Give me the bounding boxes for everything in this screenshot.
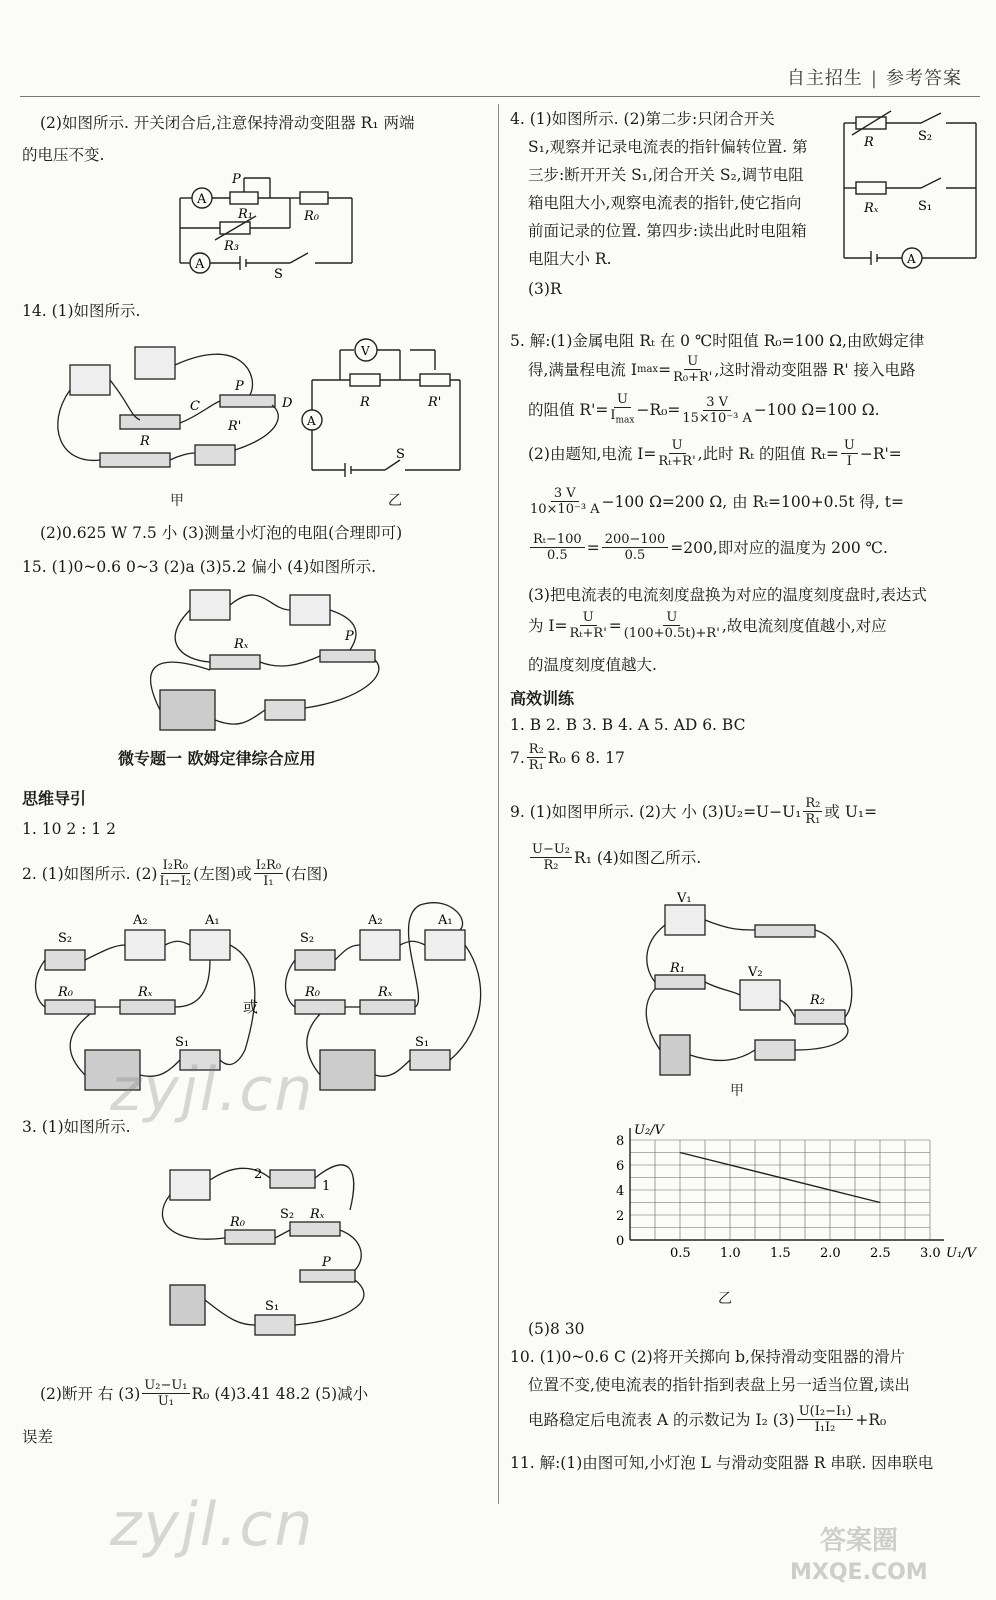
q2-or-label: 或 bbox=[243, 998, 259, 1016]
q14-p-label: P bbox=[235, 379, 244, 394]
r10-line2: 位置不变,使电流表的指针指到表盘上另一适当位置,读出 bbox=[528, 1376, 910, 1394]
r9-caption-jia: 甲 bbox=[730, 1083, 744, 1099]
q2-line bbox=[22, 858, 328, 889]
r9-apparatus-picture bbox=[630, 890, 870, 1080]
q3-fraction bbox=[142, 1378, 189, 1409]
r9-b: R₁ (4)如图乙所示. bbox=[574, 848, 702, 867]
r9-line2 bbox=[528, 842, 701, 873]
q14-circuit-diagram bbox=[300, 330, 470, 480]
q4-line3: 三步:断开开关 S₁,闭合开关 S₂,调节电阻 bbox=[528, 166, 804, 184]
q4-ammeter-label: A bbox=[907, 252, 916, 266]
q2-f1-num: I₂R₀ bbox=[162, 858, 188, 873]
q2-f1-den: I₁−I₂ bbox=[159, 874, 192, 889]
q5-ff1-num: Rₜ−100 bbox=[530, 532, 585, 548]
q5-f-fraction-1 bbox=[530, 532, 585, 563]
graph-y-label: U₂/V bbox=[634, 1123, 664, 1138]
r10-line1: 10. (1)0~0.6 C (2)将开关掷向 b,保持滑动变阻器的滑片 bbox=[510, 1348, 905, 1366]
header-left: 自主招生 bbox=[786, 68, 863, 89]
q5-hf1-num: U bbox=[580, 610, 597, 626]
r9-r2-label: R₂ bbox=[810, 993, 825, 1008]
q3-s1-label: S₁ bbox=[265, 1299, 280, 1314]
q5-c2: −R₀= bbox=[636, 401, 681, 420]
q3-r0-label: R₀ bbox=[230, 1215, 245, 1230]
q2-right-s2-label: S₂ bbox=[300, 931, 315, 946]
r7-fraction bbox=[527, 742, 546, 773]
q14-voltmeter-label: V bbox=[361, 344, 370, 358]
q3-f-num: U₂−U₁ bbox=[144, 1378, 188, 1393]
q5-bf-num: U bbox=[684, 354, 701, 370]
q3-apparatus-picture bbox=[150, 1150, 390, 1340]
q3-rx-label: Rₓ bbox=[310, 1207, 325, 1222]
q5-bf-den: R₀+R' bbox=[673, 370, 713, 385]
q2-right-rx-label: Rₓ bbox=[378, 985, 393, 1000]
r9-bf-den: R₂ bbox=[543, 858, 559, 873]
q2-left-a2-label: A₂ bbox=[133, 913, 148, 928]
q5-df2-num: U bbox=[841, 438, 858, 454]
q5-d1: (2)由题知,电流 I= bbox=[528, 444, 657, 463]
r9-graph bbox=[590, 1108, 976, 1288]
q4-circuit-diagram bbox=[836, 108, 986, 273]
q14-caption-yi: 乙 bbox=[388, 493, 402, 509]
q14-r-label: R bbox=[140, 434, 150, 449]
q2-right-s1-label: S₁ bbox=[415, 1035, 430, 1050]
q5-line6 bbox=[528, 532, 888, 563]
watermark-4: MXQE.COM bbox=[790, 1560, 928, 1585]
q4-r-label: R bbox=[864, 135, 874, 150]
r11-line1: 11. 解:(1)由图可知,小灯泡 L 与滑动变阻器 R 串联. 因串联电 bbox=[510, 1454, 934, 1472]
q2-f2-num: I₂R₀ bbox=[255, 858, 282, 873]
q5-d-fraction-2 bbox=[841, 438, 858, 469]
r7-prefix: 7. bbox=[510, 748, 525, 767]
r7-rest: R₀ 6 8. 17 bbox=[547, 748, 625, 767]
q2-right-a2-label: A₂ bbox=[368, 913, 383, 928]
header-rule bbox=[20, 96, 980, 97]
q5-h-fraction-2 bbox=[624, 610, 720, 641]
r7-f-num: R₂ bbox=[528, 742, 544, 757]
q5-b2: = bbox=[658, 360, 672, 379]
q5-d3: −R'= bbox=[859, 444, 902, 463]
q2-left-s2-label: S₂ bbox=[58, 931, 73, 946]
q13-r0-label: R₀ bbox=[304, 209, 319, 224]
topic-title: 微专题一 欧姆定律综合应用 bbox=[118, 749, 316, 768]
y-tick-label: 4 bbox=[616, 1184, 625, 1199]
graph-grid bbox=[630, 1140, 930, 1240]
q2-right-r0-label: R₀ bbox=[305, 985, 320, 1000]
r9-b-fraction bbox=[530, 842, 572, 873]
r9-a-fraction bbox=[803, 796, 822, 827]
watermark-3: 答案圈 bbox=[820, 1526, 899, 1556]
y-tick-label: 6 bbox=[616, 1159, 625, 1174]
q2-left-s1-label: S₁ bbox=[175, 1035, 190, 1050]
q5-e1: −100 Ω=200 Ω, 由 Rₜ=100+0.5t 得, t= bbox=[601, 492, 904, 511]
r10-line3 bbox=[528, 1404, 886, 1435]
column-divider bbox=[498, 104, 499, 1504]
x-tick-label: 1.0 bbox=[720, 1246, 741, 1261]
r10-c1: 电路稳定后电流表 A 的示数记为 I₂ (3) bbox=[528, 1410, 795, 1429]
y-tick-label: 8 bbox=[616, 1134, 625, 1149]
q4-rx-label: Rₓ bbox=[864, 201, 879, 216]
r9-r1-label: R₁ bbox=[670, 961, 685, 976]
r10-f-num: U(I₂−I₁) bbox=[798, 1404, 852, 1419]
q15-p-label: P bbox=[345, 629, 354, 644]
q3-s2-label: S₂ bbox=[280, 1207, 295, 1222]
q15-apparatus-picture bbox=[140, 580, 400, 740]
q2-f2-den: I₁ bbox=[263, 874, 274, 889]
y-tick-label: 2 bbox=[616, 1209, 625, 1224]
q13-line2: 的电压不变. bbox=[22, 146, 105, 164]
q5-d-fraction-1 bbox=[658, 438, 695, 469]
q5-b3: ,这时滑动变阻器 R' 接入电路 bbox=[714, 360, 916, 379]
r9-caption-yi: 乙 bbox=[718, 1291, 732, 1307]
q4-s2-label: S₂ bbox=[918, 129, 933, 144]
q3-b1: (2)断开 右 (3) bbox=[40, 1384, 141, 1403]
q2-left-r0-label: R₀ bbox=[58, 985, 73, 1000]
r9-a2: 或 U₁= bbox=[824, 802, 878, 821]
q5-b-fraction bbox=[673, 354, 712, 385]
q2-mid: (左图)或 bbox=[193, 864, 252, 883]
q5-c3: −100 Ω=100 Ω. bbox=[753, 401, 880, 420]
x-tick-label: 0.5 bbox=[670, 1246, 691, 1261]
q5-cf1-den-sub: max bbox=[615, 415, 635, 426]
q5-d2: ,此时 Rₜ 的阻值 Rₜ= bbox=[697, 444, 839, 463]
r9-af-den: R₁ bbox=[805, 812, 821, 827]
graph-y-ticks bbox=[616, 1134, 624, 1249]
q5-h3: ,故电流刻度值越小,对应 bbox=[721, 616, 887, 635]
q5-ff1-den: 0.5 bbox=[547, 548, 568, 563]
q14-apparatus-picture bbox=[40, 335, 300, 485]
q13-p-label: P bbox=[232, 172, 241, 187]
x-tick-label: 2.0 bbox=[820, 1246, 841, 1261]
q5-ff2-num: 200−100 bbox=[602, 532, 669, 548]
q15-line1: 15. (1)0~0.6 0~3 (2)a (3)5.2 偏小 (4)如图所示. bbox=[22, 558, 377, 576]
x-tick-label: 3.0 bbox=[920, 1246, 941, 1261]
header-right: 参考答案 bbox=[886, 68, 962, 89]
q4-line6: 电阻大小 R. bbox=[528, 250, 612, 268]
q5-line5 bbox=[528, 486, 904, 517]
q5-b-sub: max bbox=[636, 363, 659, 375]
q14-d-label: D bbox=[282, 396, 293, 411]
r9-bf-num: U−U₂ bbox=[532, 842, 571, 857]
q5-h1: 为 I= bbox=[528, 616, 568, 635]
page-header bbox=[787, 64, 962, 90]
q4-s1-label: S₁ bbox=[918, 199, 933, 214]
q4-line7: (3)R bbox=[528, 280, 562, 298]
q3-b2: R₀ (4)3.41 48.2 (5)减小 bbox=[191, 1384, 369, 1403]
q13-line1: (2)如图所示. 开关闭合后,注意保持滑动变阻器 R₁ 两端 bbox=[40, 114, 415, 132]
graph-x-ticks bbox=[670, 1246, 941, 1261]
q14-c-label: C bbox=[190, 399, 200, 414]
x-tick-label: 2.5 bbox=[870, 1246, 891, 1261]
q2-text: 2. (1)如图所示. (2) bbox=[22, 864, 158, 883]
q13-ammeter2-label: A bbox=[195, 257, 205, 272]
q13-switch-label: S bbox=[274, 267, 283, 282]
q5-ff2-den: 0.5 bbox=[624, 548, 646, 563]
q4-line4: 箱电阻大小,观察电流表的指针,使它指向 bbox=[528, 194, 802, 212]
q5-ef-den: 10×10⁻³ A bbox=[530, 502, 600, 517]
q3-n2-label: 2 bbox=[254, 1167, 263, 1182]
watermark-2: zyjl.cn bbox=[110, 1490, 315, 1560]
q5-line1: 5. 解:(1)金属电阻 Rₜ 在 0 ℃时阻值 R₀=100 Ω,由欧姆定律 bbox=[510, 332, 925, 350]
y-tick-label: 0 bbox=[616, 1234, 625, 1249]
q5-f-fraction-2 bbox=[602, 532, 669, 563]
r9-line3: (5)8 30 bbox=[528, 1320, 585, 1338]
q14-circuit-rp-label: R' bbox=[428, 395, 442, 410]
q2-right-a1-label: A₁ bbox=[438, 913, 453, 928]
q3-p-label: P bbox=[322, 1255, 331, 1270]
q5-cf1-num: U bbox=[614, 392, 631, 408]
q14-line1: 14. (1)如图所示. bbox=[22, 302, 141, 320]
section-efficient-training: 高效训练 bbox=[510, 689, 575, 708]
q14-rprime-label: R' bbox=[228, 419, 242, 434]
q5-ef-num: 3 V bbox=[551, 486, 579, 502]
q3-line2 bbox=[40, 1378, 368, 1409]
q5-cf2-num: 3 V bbox=[703, 395, 731, 411]
q5-c1: 的阻值 R'= bbox=[528, 401, 609, 420]
watermark-1: zyjl.cn bbox=[110, 1055, 315, 1125]
r10-f-den: I₁I₂ bbox=[814, 1420, 836, 1435]
q5-c-fraction-2 bbox=[682, 395, 752, 426]
q5-df-num: U bbox=[669, 438, 686, 454]
r7-line bbox=[510, 742, 625, 773]
q5-df-den: Rₜ+R' bbox=[658, 454, 696, 469]
q3-f-den: U₁ bbox=[157, 1394, 174, 1409]
r10-c2: +R₀ bbox=[855, 1410, 887, 1429]
section-thinking-guide: 思维导引 bbox=[22, 789, 87, 808]
r9-v1-label: V₁ bbox=[677, 891, 692, 906]
q5-line4 bbox=[528, 438, 902, 469]
q4-line1: 4. (1)如图所示. (2)第二步:只闭合开关 bbox=[510, 110, 775, 128]
q5-f2: =200,即对应的温度为 200 ℃. bbox=[670, 538, 888, 557]
r9-a1: 9. (1)如图甲所示. (2)大 小 (3)U₂=U−U₁ bbox=[510, 802, 802, 821]
q13-ammeter1-label: A bbox=[197, 192, 207, 207]
q5-cf1-den: I bbox=[610, 408, 616, 423]
q5-cf1-den-wrap bbox=[610, 408, 634, 429]
q4-line2: S₁,观察并记录电流表的指针偏转位置. 第 bbox=[528, 138, 808, 156]
q5-line3 bbox=[528, 392, 880, 429]
q1-answer: 1. 10 2 : 1 2 bbox=[22, 820, 116, 838]
r10-fraction bbox=[797, 1404, 854, 1435]
q5-hf1-den: Rₜ+R' bbox=[569, 626, 607, 641]
q14-line2: (2)0.625 W 7.5 小 (3)测量小灯泡的电阻(合理即可) bbox=[40, 524, 403, 542]
q5-line7: (3)把电流表的电流刻度盘换为对应的温度刻度盘时,表达式 bbox=[528, 586, 927, 604]
q5-c-fraction-1 bbox=[610, 392, 634, 429]
q5-e-fraction bbox=[530, 486, 600, 517]
q2-left-a1-label: A₁ bbox=[205, 913, 220, 928]
q15-rx-label: Rₓ bbox=[234, 637, 249, 652]
q5-b1: 得,满量程电流 I bbox=[528, 360, 637, 379]
r1-answers: 1. B 2. B 3. B 4. A 5. AD 6. BC bbox=[510, 716, 746, 734]
q13-r1-label: R₁ bbox=[238, 207, 253, 222]
q5-hf2-den: (100+0.5t)+R' bbox=[623, 626, 720, 641]
x-tick-label: 1.5 bbox=[770, 1246, 791, 1261]
header-sep: | bbox=[870, 68, 878, 89]
q5-f1: = bbox=[586, 538, 600, 557]
q5-line9: 的温度刻度值越大. bbox=[528, 656, 657, 674]
q5-line8 bbox=[528, 610, 887, 641]
q3-n1-label: 1 bbox=[322, 1179, 331, 1194]
q13-r3-label: R₃ bbox=[224, 239, 239, 254]
q5-cf2-den: 15×10⁻³ A bbox=[682, 410, 752, 426]
r9-line1 bbox=[510, 796, 877, 827]
q5-h2: = bbox=[608, 616, 622, 635]
q2-fraction-1 bbox=[159, 858, 191, 889]
q2-left-rx-label: Rₓ bbox=[138, 985, 153, 1000]
q3-line1: 3. (1)如图所示. bbox=[22, 1118, 131, 1136]
q14-switch-label: S bbox=[396, 447, 405, 462]
r9-v2-label: V₂ bbox=[748, 965, 763, 980]
q2-fraction-2 bbox=[254, 858, 283, 889]
q14-ammeter-label: A bbox=[307, 414, 316, 428]
q4-line5: 前面记录的位置. 第四步:读出此时电阻箱 bbox=[528, 222, 807, 240]
q14-caption-jia: 甲 bbox=[170, 493, 184, 509]
q5-df2-den: I bbox=[846, 454, 852, 469]
q5-line2 bbox=[528, 354, 916, 385]
q13-circuit-diagram bbox=[170, 168, 370, 282]
graph-x-label: U₁/V bbox=[946, 1246, 976, 1261]
r9-af-num: R₂ bbox=[805, 796, 821, 811]
q3-line3: 误差 bbox=[22, 1428, 54, 1446]
q2-end: (右图) bbox=[285, 864, 329, 883]
q14-circuit-r-label: R bbox=[360, 395, 370, 410]
q5-hf2-num: U bbox=[663, 610, 680, 626]
r7-f-den: R₁ bbox=[528, 758, 544, 773]
q5-h-fraction-1 bbox=[570, 610, 607, 641]
